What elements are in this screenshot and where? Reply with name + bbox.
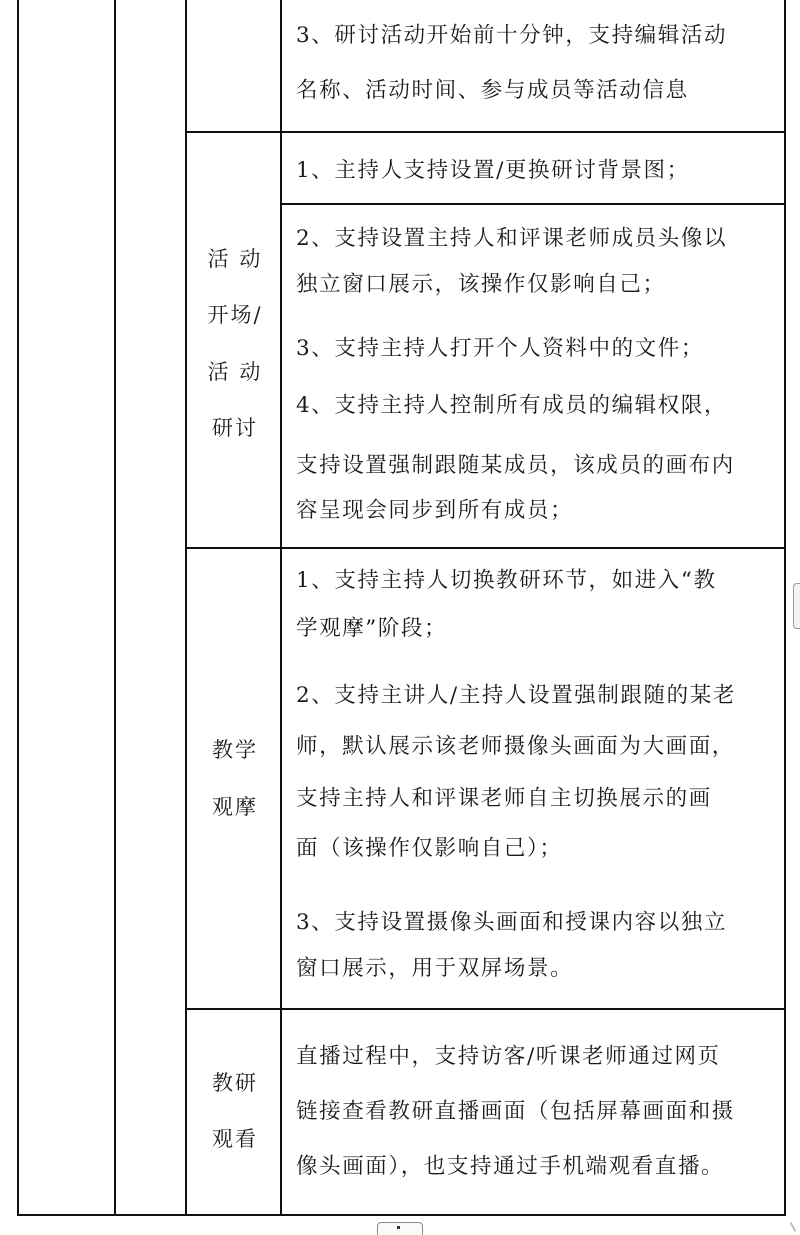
cell-text-line: 1、支持主持人切换教研环节，如进入“教 <box>296 568 717 593</box>
row-label: 活 动 <box>207 360 263 384</box>
row-divider <box>185 547 786 549</box>
table-border-right <box>784 0 786 1216</box>
page-tab-dot-icon <box>397 1226 400 1229</box>
cell-text-line: 4、支持主持人控制所有成员的编辑权限， <box>296 393 728 418</box>
cell-text-line: 学观摩”阶段； <box>296 616 448 641</box>
cell-text-line: 1、主持人支持设置/更换研讨背景图； <box>296 158 690 183</box>
row-label: 研讨 <box>212 416 258 440</box>
cell-text-line: 3、支持主持人打开个人资料中的文件； <box>296 336 704 361</box>
cell-text-line: 3、研讨活动开始前十分钟，支持编辑活动 <box>296 23 728 48</box>
row-label: 开场/ <box>207 303 263 327</box>
cell-text-line: 容呈现会同步到所有成员； <box>296 498 574 523</box>
cell-text-line: 名称、活动时间、参与成员等活动信息 <box>296 78 689 103</box>
row-label: 教学 <box>212 738 258 762</box>
table-border-bottom <box>17 1214 786 1216</box>
cell-text-line: 窗口展示，用于双屏场景。 <box>296 956 574 981</box>
row-divider <box>185 1008 786 1010</box>
cell-text-line: 直播过程中，支持访客/听课老师通过网页 <box>296 1044 721 1069</box>
row-label: 教研 <box>212 1071 258 1095</box>
row-label: 观看 <box>212 1127 258 1151</box>
row-label: 观摩 <box>212 795 258 819</box>
resize-grip-icon[interactable] <box>790 1222 800 1234</box>
table-column-divider <box>185 0 187 1216</box>
cell-text-line: 师，默认展示该老师摄像头画面为大画面， <box>296 734 735 759</box>
page-tab[interactable] <box>377 1222 423 1235</box>
row-label: 活 动 <box>207 247 263 271</box>
row-divider <box>185 131 786 133</box>
cell-text-line: 支持设置强制跟随某成员，该成员的画布内 <box>296 453 735 478</box>
table-column-divider <box>280 0 282 1216</box>
scrollbar-handle[interactable] <box>793 583 800 629</box>
cell-text-line: 链接查看教研直播画面（包括屏幕画面和摄 <box>296 1099 735 1124</box>
cell-text-line: 2、支持设置主持人和评课老师成员头像以 <box>296 226 728 251</box>
cell-text-line: 面（该操作仅影响自己）； <box>296 836 563 861</box>
cell-text-line: 支持主持人和评课老师自主切换展示的画 <box>296 786 712 811</box>
table-column-divider <box>114 0 116 1216</box>
cell-text-line: 像头画面），也支持通过手机端观看直播。 <box>296 1154 725 1179</box>
cell-text-line: 3、支持设置摄像头画面和授课内容以独立 <box>296 910 728 935</box>
table-border-left <box>17 0 19 1216</box>
cell-divider <box>280 203 786 205</box>
cell-text-line: 2、支持主讲人/主持人设置强制跟随的某老 <box>296 683 736 708</box>
cell-text-line: 独立窗口展示，该操作仅影响自己； <box>296 272 666 297</box>
